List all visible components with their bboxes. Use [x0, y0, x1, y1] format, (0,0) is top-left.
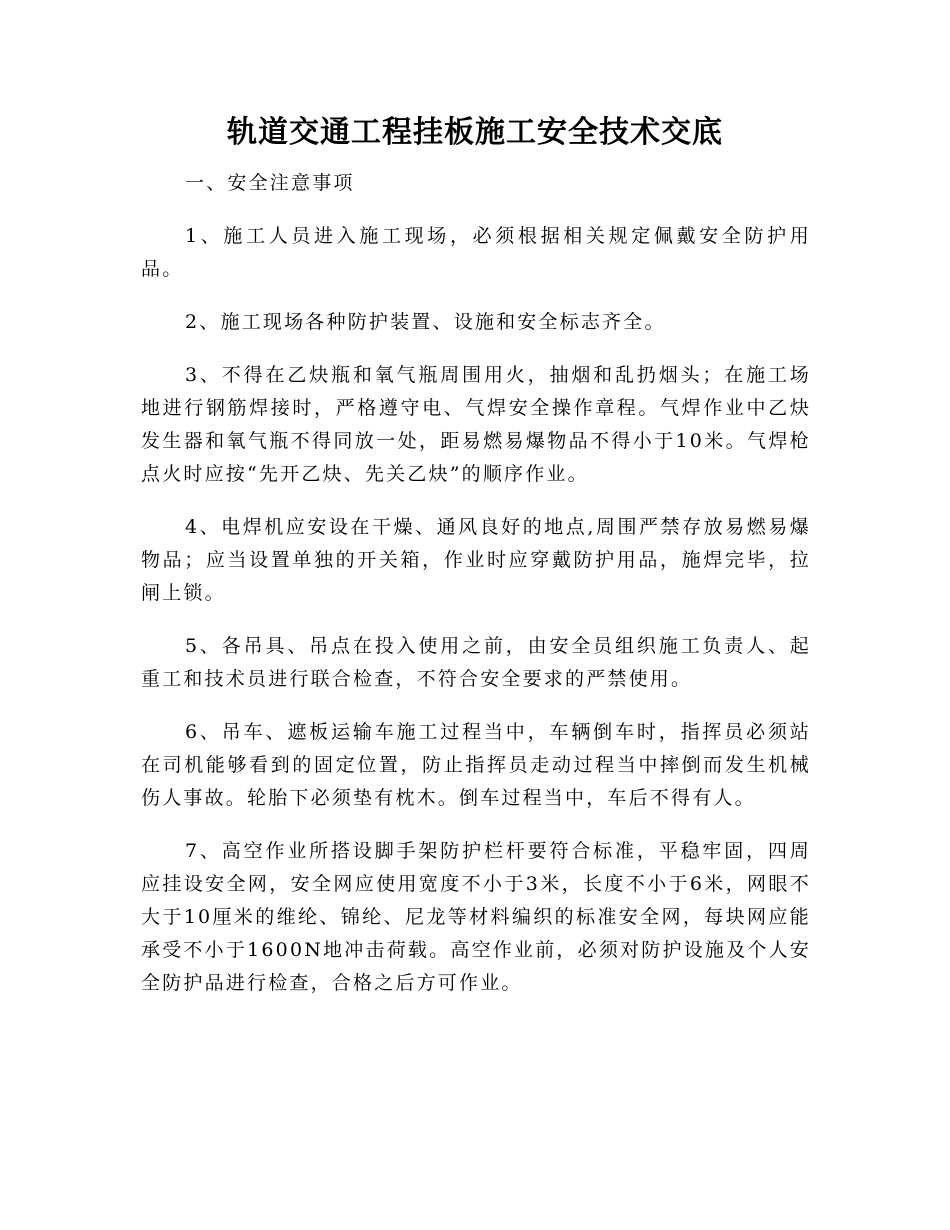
paragraph-2: 2、施工现场各种防护装置、设施和安全标志齐全。 — [185, 311, 666, 333]
paragraph-5: 5、各吊具、吊点在投入使用之前，由安全员组织施工负责人、起重工和技术员进行联合检查，不符合安全要求的严禁使用。 — [141, 635, 811, 690]
document-title: 轨道交通工程挂板施工安全技术交底 — [227, 115, 723, 150]
paragraph-1: 1、施工人员进入施工现场，必须根据相关规定佩戴安全防护用品。 — [141, 225, 811, 280]
document-body — [141, 167, 811, 1020]
paragraph-4: 4、电焊机应安设在干燥、通风良好的地点,周围严禁存放易燃易爆物品；应当设置单独的开关箱，作业时应穿戴防护用品，施焊完毕，拉闸上锁。 — [141, 516, 811, 604]
paragraph-7: 7、高空作业所搭设脚手架防护栏杆要符合标准，平稳牢固，四周应挂设安全网，安全网应使用宽度不小于3米，长度不小于6米，网眼不大于10厘米的维纶、锦纶、尼龙等材料编织的标准安全网，每块网应能承受不小于1600N地冲击荷载。高空作业前，必须对防护设施及个人安全防护品进行检查，合格之后方可作业。 — [141, 840, 811, 994]
paragraph-3: 3、不得在乙炔瓶和氧气瓶周围用火，抽烟和乱扔烟头；在施工场地进行钢筋焊接时，严格遵守电、气焊安全操作章程。气焊作业中乙炔发生器和氧气瓶不得同放一处，距易燃易爆物品不得小于10米。气焊枪点火时应按“先开乙炔、先关乙炔”的顺序作业。 — [141, 364, 811, 485]
section-heading: 一、安全注意事项 — [185, 172, 355, 194]
paragraph-6: 6、吊车、遮板运输车施工过程当中，车辆倒车时，指挥员必须站在司机能够看到的固定位置，防止指挥员走动过程当中摔倒而发生机械伤人事故。轮胎下必须垫有枕木。倒车过程当中，车后不得有人。 — [141, 721, 811, 809]
